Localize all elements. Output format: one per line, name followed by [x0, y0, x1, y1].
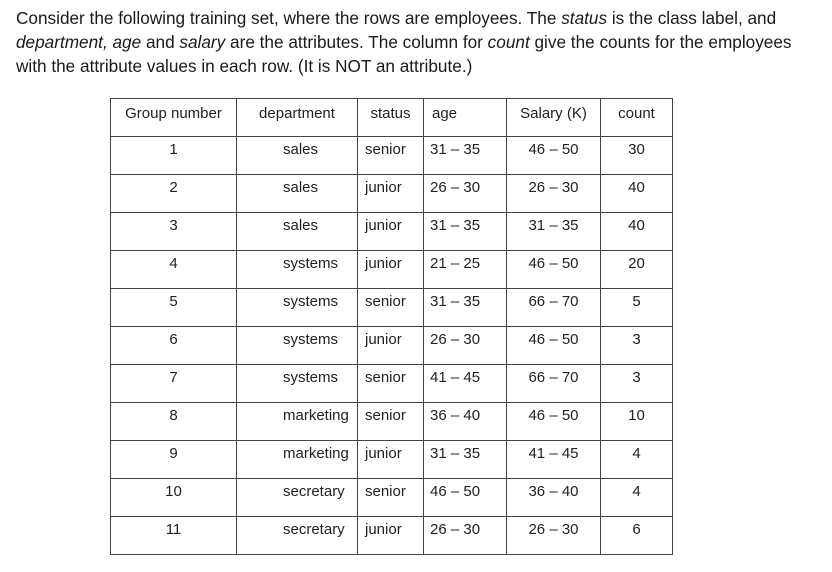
cell-age: 26 – 30	[424, 175, 507, 213]
cell-count: 40	[601, 175, 673, 213]
intro-emphasis-attributes: department, age	[16, 32, 142, 52]
cell-status: senior	[358, 479, 424, 517]
intro-text-2: is the class label, and	[607, 8, 777, 28]
cell-age: 31 – 35	[424, 137, 507, 175]
cell-department: sales	[237, 175, 358, 213]
cell-group-number: 11	[111, 517, 237, 555]
table-row	[111, 289, 673, 327]
cell-status: junior	[358, 175, 424, 213]
cell-status: junior	[358, 441, 424, 479]
cell-count: 6	[601, 517, 673, 555]
table-row	[111, 403, 673, 441]
cell-count: 3	[601, 365, 673, 403]
intro-text-3: and	[141, 32, 180, 52]
cell-count: 40	[601, 213, 673, 251]
cell-age: 31 – 35	[424, 213, 507, 251]
cell-age: 26 – 30	[424, 517, 507, 555]
cell-age: 31 – 35	[424, 289, 507, 327]
intro-emphasis-salary: salary	[179, 32, 226, 52]
cell-count: 5	[601, 289, 673, 327]
cell-salary: 66 – 70	[507, 365, 601, 403]
cell-group-number: 8	[111, 403, 237, 441]
cell-count: 4	[601, 441, 673, 479]
training-set-table	[110, 98, 673, 555]
cell-salary: 46 – 50	[507, 403, 601, 441]
header-group-number: Group number	[111, 99, 237, 137]
cell-age: 36 – 40	[424, 403, 507, 441]
cell-department: secretary	[237, 517, 358, 555]
cell-salary: 26 – 30	[507, 175, 601, 213]
cell-age: 41 – 45	[424, 365, 507, 403]
cell-department: sales	[237, 213, 358, 251]
cell-department: sales	[237, 137, 358, 175]
cell-age: 46 – 50	[424, 479, 507, 517]
cell-department: secretary	[237, 479, 358, 517]
cell-status: junior	[358, 517, 424, 555]
cell-status: senior	[358, 289, 424, 327]
header-salary: Salary (K)	[507, 99, 601, 137]
cell-department: systems	[237, 289, 358, 327]
cell-salary: 41 – 45	[507, 441, 601, 479]
cell-status: senior	[358, 137, 424, 175]
table-row	[111, 365, 673, 403]
header-status: status	[358, 99, 424, 137]
cell-group-number: 1	[111, 137, 237, 175]
cell-group-number: 5	[111, 289, 237, 327]
cell-salary: 36 – 40	[507, 479, 601, 517]
cell-group-number: 6	[111, 327, 237, 365]
cell-group-number: 9	[111, 441, 237, 479]
cell-salary: 46 – 50	[507, 327, 601, 365]
table-row	[111, 137, 673, 175]
cell-count: 3	[601, 327, 673, 365]
cell-count: 20	[601, 251, 673, 289]
table-row	[111, 175, 673, 213]
header-age: age	[424, 99, 507, 137]
cell-age: 26 – 30	[424, 327, 507, 365]
cell-count: 4	[601, 479, 673, 517]
table-row	[111, 251, 673, 289]
cell-salary: 66 – 70	[507, 289, 601, 327]
header-row	[111, 99, 673, 137]
cell-department: systems	[237, 251, 358, 289]
table-row	[111, 517, 673, 555]
cell-age: 21 – 25	[424, 251, 507, 289]
table-header	[111, 99, 673, 137]
table-row	[111, 479, 673, 517]
cell-salary: 26 – 30	[507, 517, 601, 555]
header-count: count	[601, 99, 673, 137]
intro-emphasis-count: count	[487, 32, 530, 52]
cell-group-number: 10	[111, 479, 237, 517]
cell-salary: 31 – 35	[507, 213, 601, 251]
cell-department: systems	[237, 327, 358, 365]
intro-text-4: are the attributes. The column for	[225, 32, 488, 52]
cell-salary: 46 – 50	[507, 137, 601, 175]
cell-department: marketing	[237, 441, 358, 479]
cell-status: senior	[358, 365, 424, 403]
cell-count: 30	[601, 137, 673, 175]
table-row	[111, 441, 673, 479]
table-row	[111, 327, 673, 365]
cell-status: junior	[358, 327, 424, 365]
cell-group-number: 4	[111, 251, 237, 289]
intro-text-1: Consider the following training set, where the rows are employees. The	[16, 8, 562, 28]
cell-status: senior	[358, 403, 424, 441]
cell-group-number: 7	[111, 365, 237, 403]
table-row	[111, 213, 673, 251]
cell-department: marketing	[237, 403, 358, 441]
cell-count: 10	[601, 403, 673, 441]
intro-emphasis-status: status	[561, 8, 608, 28]
header-department: department	[237, 99, 358, 137]
cell-status: junior	[358, 213, 424, 251]
cell-salary: 46 – 50	[507, 251, 601, 289]
cell-status: junior	[358, 251, 424, 289]
intro-paragraph	[16, 6, 822, 78]
cell-group-number: 3	[111, 213, 237, 251]
cell-age: 31 – 35	[424, 441, 507, 479]
intro-text-5: give the counts for the employees with the attribute values in each row. (It is NOT an attribute.)	[16, 32, 792, 76]
cell-department: systems	[237, 365, 358, 403]
cell-group-number: 2	[111, 175, 237, 213]
table-body	[111, 137, 673, 555]
